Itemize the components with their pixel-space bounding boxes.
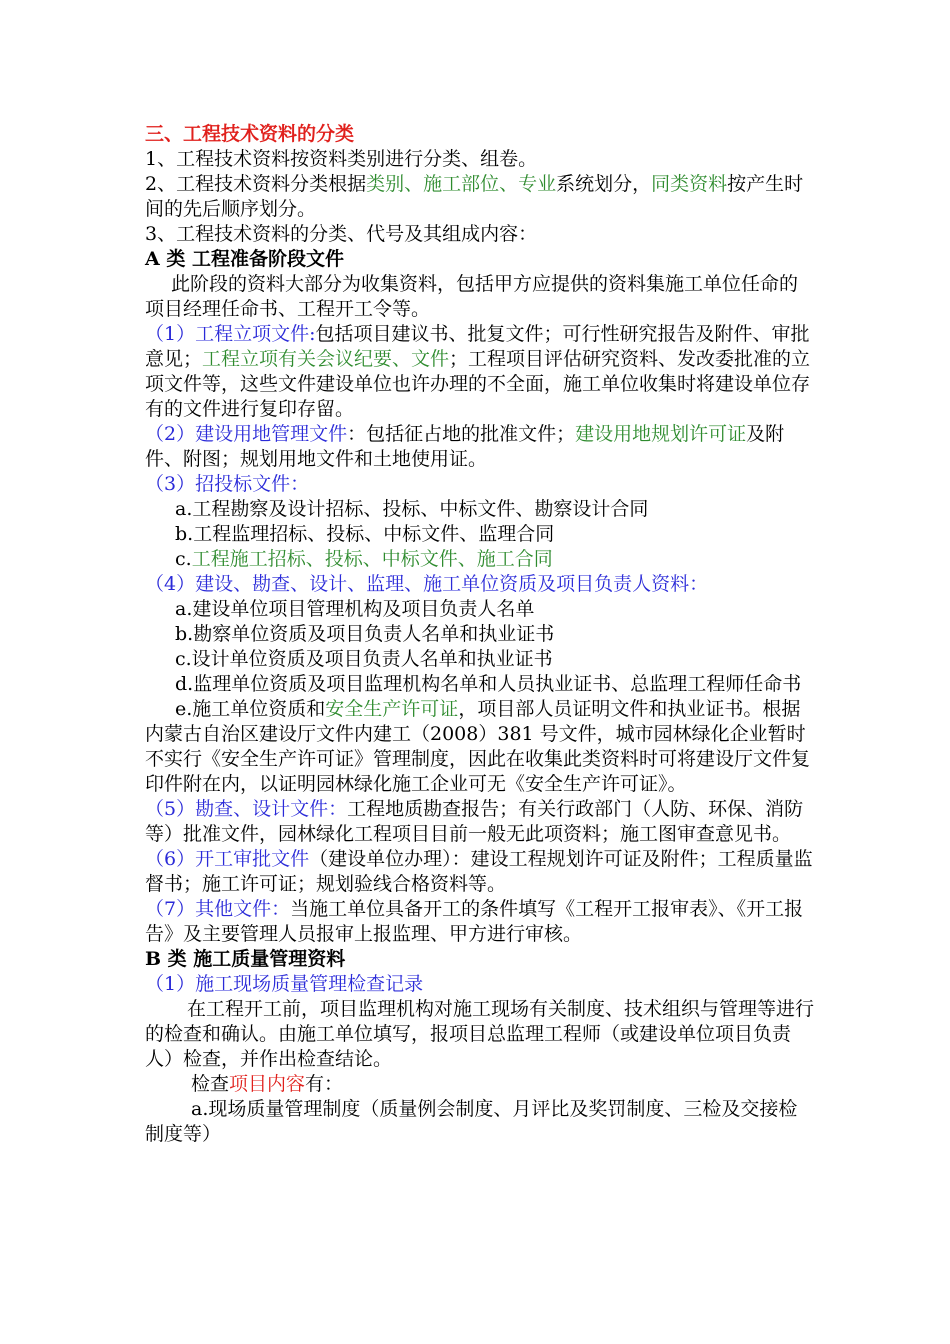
class-a-item-3a: a.工程勘察及设计招标、投标、中标文件、勘察设计合同 — [175, 498, 649, 520]
highlight-text: 同类资料 — [651, 173, 728, 195]
item-label: （6）开工审批文件 — [145, 848, 310, 870]
text: 工程地质勘查报告；有关行政部门（人防、环保、消防等）批准文件，园林绿化工程项目目前一般无此项资料；施工图审查意见书。 — [145, 798, 804, 845]
highlight-text: 项目内容 — [229, 1073, 306, 1095]
class-a-item-4-label: （4）建设、勘查、设计、监理、施工单位资质及项目负责人资料： — [145, 573, 709, 595]
text: ，项目部人员证明文件和执业证书。根据内蒙古自治区建设厅文件内建工（2008）381 号文件，城市园林绿化企业暂时不实行《安全生产许可证》管理制度，因此在收集此类资料时可将建设厅文件复印件附在内，以证明园林绿化施工企业可无《安全生产许可证》。 — [145, 698, 811, 795]
class-a-intro: 此阶段的资料大部分为收集资料，包括甲方应提供的资料集施工单位任命的项目经理任命书、工程开工令等。 — [145, 273, 799, 320]
class-a-item-4e — [145, 697, 815, 797]
class-a-item-7 — [145, 897, 815, 947]
text: 2、工程技术资料分类根据 — [145, 173, 367, 195]
class-b-item-a: a.现场质量管理制度（质量例会制度、月评比及奖罚制度、三检及交接检制度等） — [145, 1098, 798, 1145]
class-a-item-2 — [145, 422, 815, 472]
class-b-heading: B 类 施工质量管理资料 — [145, 948, 346, 970]
class-a-item-4a: a.建设单位项目管理机构及项目负责人名单 — [175, 598, 535, 620]
class-a-item-5 — [145, 797, 815, 847]
document-body — [145, 122, 815, 1147]
text: 按产生时间的先后顺序划分。 — [145, 173, 804, 220]
text: c. — [175, 548, 192, 570]
class-a-item-4d: d.监理单位资质及项目监理机构名单和人员执业证书、总监理工程师任命书 — [175, 673, 802, 695]
class-a-item-4b: b.勘察单位资质及项目负责人名单和执业证书 — [175, 623, 555, 645]
paragraph-1: 1、工程技术资料按资料类别进行分类、组卷。 — [145, 148, 538, 170]
text: 及附件、附图；规划用地文件和土地使用证。 — [145, 423, 785, 470]
class-a-item-3c — [145, 547, 815, 572]
highlight-text: 工程立项有关会议纪要、文件 — [202, 348, 450, 370]
text: ；工程项目评估研究资料、发改委批准的立项文件等，这些文件建设单位也许办理的不全面，施工单位收集时将建设单位存有的文件进行复印存留。 — [145, 348, 811, 420]
item-label: （2）建设用地管理文件 — [145, 423, 348, 445]
item-label: （1）工程立项文件: — [145, 323, 316, 345]
item-label: （7）其他文件： — [145, 898, 291, 920]
text: 有： — [305, 1073, 344, 1095]
text: 检查 — [191, 1073, 230, 1095]
class-a-item-3-label: （3）招投标文件： — [145, 473, 310, 495]
item-label: （5）勘查、设计文件： — [145, 798, 348, 820]
text: 包括项目建议书、批复文件；可行性研究报告及附件、审批意见； — [145, 323, 810, 370]
highlight-text: 类别、施工部位、专业 — [366, 173, 557, 195]
paragraph-3: 3、工程技术资料的分类、代号及其组成内容： — [145, 223, 538, 245]
class-a-heading: A 类 工程准备阶段文件 — [145, 248, 344, 270]
text: ：包括征占地的批准文件； — [347, 423, 576, 445]
class-b-check-line — [145, 1072, 815, 1097]
class-a-item-6 — [145, 847, 815, 897]
paragraph-2 — [145, 172, 815, 222]
highlight-text: 工程施工招标、投标、中标文件、施工合同 — [191, 548, 553, 570]
highlight-text: 建设用地规划许可证 — [575, 423, 747, 445]
text: e.施工单位资质和 — [175, 698, 326, 720]
section-title: 三、工程技术资料的分类 — [145, 123, 355, 145]
class-a-item-1 — [145, 322, 815, 422]
class-b-item-1: （1）施工现场质量管理检查记录 — [145, 973, 424, 995]
highlight-text: 安全生产许可证 — [325, 698, 459, 720]
text: 当施工单位具备开工的条件填写《工程开工报审表》、《开工报告》及主要管理人员报审上报监理、甲方进行审核。 — [145, 898, 804, 945]
class-a-item-3b: b.工程监理招标、投标、中标文件、监理合同 — [175, 523, 555, 545]
text: （建设单位办理）：建设工程规划许可证及附件；工程质量监督书；施工许可证；规划验线合格资料等。 — [145, 848, 813, 895]
class-a-item-4c: c.设计单位资质及项目负责人名单和执业证书 — [175, 648, 553, 670]
class-b-paragraph: 在工程开工前，项目监理机构对施工现场有关制度、技术组织与管理等进行的检查和确认。由施工单位填写，报项目总监理工程师（或建设单位项目负责人）检查，并作出检查结论。 — [145, 998, 815, 1070]
text: 系统划分， — [556, 173, 652, 195]
